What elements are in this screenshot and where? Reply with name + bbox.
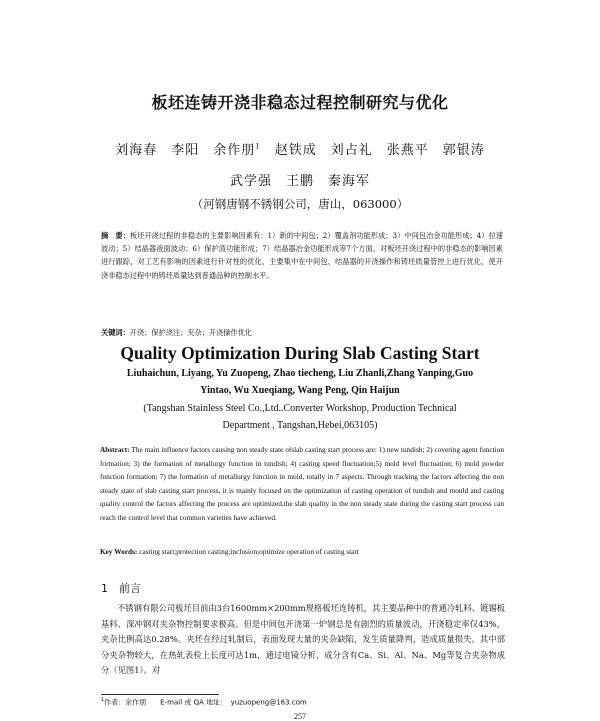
- footnote-divider: [101, 694, 219, 695]
- abstract-en-text: The main influence factors causing non steady state ofslab casting start process are: 1) new tundish; 2) covering agent function formation; 3) the formation of metallurgy function in tundish; 4) casting speed fluctuation;5) mold level fluctuation; 6) mold powder function formation; 7) the formation of metallurgy function in mold, totally in 7 aspects. Through tracking the factors affecting the non steady state of slab casting start process, it is mainly focused on the optimization of casting operation of tundish and mould and casting quality control the factors affecting the process are optimized,the slab quality in the non steady state during the casting start process can reach the control level that common varieties have achieved.: [100, 445, 504, 522]
- author-list-en: Liuhaichun, Liyang, Yu Zuopeng, Zhao tiecheng, Liu Zhanli,Zhang Yanping,Guo Yintao, Wu Xueqiang, Wang Peng, Qin Haijun: [126, 368, 474, 396]
- footnote: [101, 697, 307, 707]
- abstract-cn-label: 摘 要：: [101, 231, 130, 240]
- author-list-cn-line1: [0, 139, 600, 158]
- section-heading: 1 前言: [101, 582, 141, 595]
- footnote-mark: 1: [101, 697, 105, 703]
- keywords-cn-label: 关键词：: [101, 328, 130, 337]
- authors-cn-part1: 刘海春 李阳 余作朋: [115, 143, 256, 158]
- affiliation-cn: （河钢唐钢不锈钢公司，唐山，063000）: [191, 197, 409, 211]
- keywords-en: [100, 547, 504, 556]
- keywords-en-text: casting start;protection casting;inclusion;optimize operation of casting start: [139, 547, 359, 556]
- abstract-en-label: Abstract:: [100, 445, 130, 454]
- paper-title-en: Quality Optimization During Slab Casting Start: [120, 343, 480, 363]
- abstract-en: [100, 443, 504, 525]
- page-number: 257: [294, 712, 306, 721]
- paper-title-cn: 板坯连铸开浇非稳态过程控制研究与优化: [151, 93, 449, 112]
- keywords-cn: [101, 328, 503, 338]
- authors-cn-part2: 赵铁成 刘占礼 张燕平 郭银涛: [260, 143, 485, 158]
- footnote-text: 作者：余作朋 E-mail 或 QA 地址： yuzuopeng@163.com: [104, 698, 307, 707]
- intro-paragraph: 不锈钢有限公司板坯目前由3台1600mm×200mm规格板坯连铸机，其主要品种中的普通冷轧料、镀锡板基料、深冲钢对夹杂物控制要求极高。但是中间包开浇第一炉钢总是有剧烈的质量波动，开浇稳定率仅43%，夹杂比例高达0.28%。夹坯在经过轧制后，表面发现大量的夹杂缺陷，发生质量降判，造成质量损失。其中部分夹杂物较大，在热轧表检上长度可达1m，通过电镜分析，成分含有Ca、Si、Al、Na、Mg等复合夹杂物成分（见图1）。对: [101, 603, 505, 675]
- keywords-cn-text: 开浇；保护浇注；夹杂；开浇操作优化: [129, 328, 252, 337]
- affiliation-en: (Tangshan Stainless Steel Co.,Ltd..Converter Workshop, Production Technical Department , Tangshan,Hebei,063105): [143, 403, 457, 431]
- abstract-cn: [101, 229, 503, 282]
- author-list-cn-line2: 武学强 王鹏 秦海军: [229, 174, 370, 189]
- first-author-mark: 1: [255, 142, 261, 151]
- keywords-en-label: Key Words:: [100, 547, 138, 556]
- abstract-cn-text: 板坯开浇过程的非稳态的主要影响因素有：1）新的中间包；2）覆盖剂功能形成；3）中间包冶金功能形成；4）拉速波动；5）结晶器液面波动；6）保护渣功能形成；7）结晶器冶金功能形成等7个方面。对板坯开浇过程中的非稳态的影响因素进行跟踪，对工艺有影响的因素进行针对性的优化，主要集中在中间包、结晶器的开浇操作和铸坯质量管控上进行优化，使开浇非稳态过程中的铸坯质量达到普通品种的控制水平。: [101, 231, 503, 280]
